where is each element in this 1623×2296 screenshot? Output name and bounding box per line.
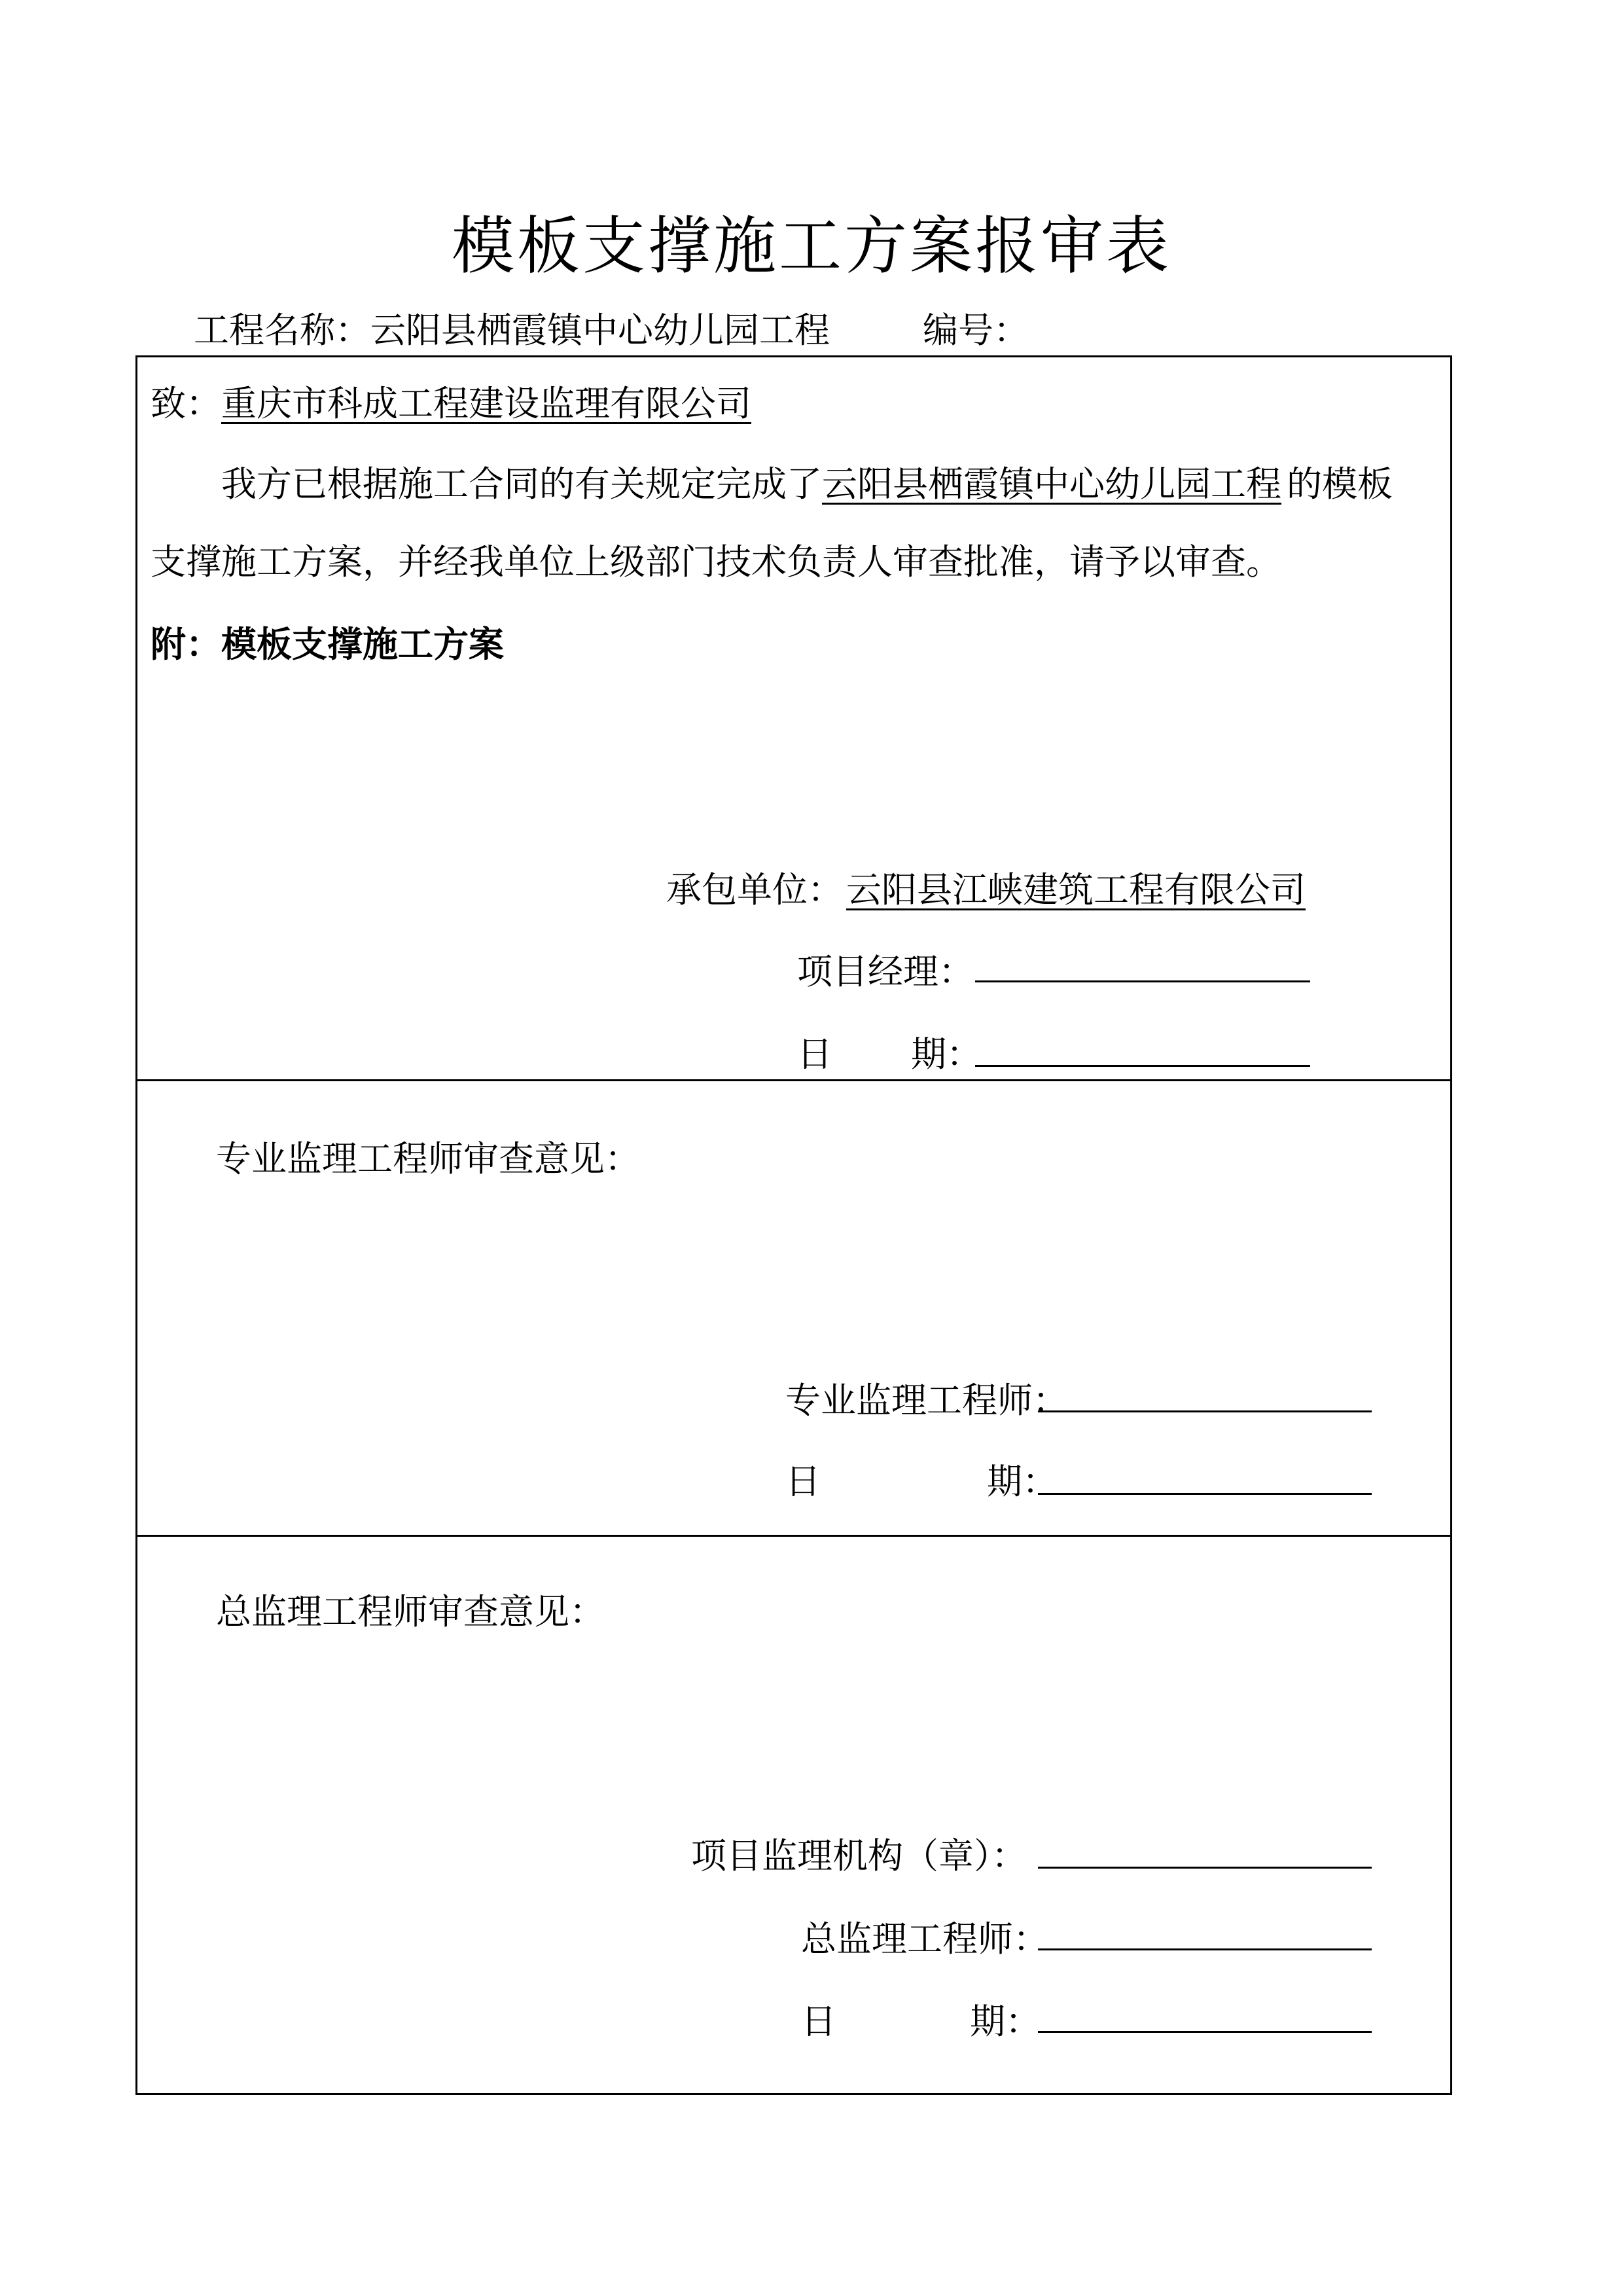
attachment-label: 附： xyxy=(151,623,221,665)
contractor-date-char2: 期： xyxy=(911,1033,982,1075)
body-project-name: 云阳县栖霞镇中心幼儿园工程 xyxy=(822,463,1281,505)
chief-date-char2: 期： xyxy=(970,2001,1041,2042)
supervision-org-seal-line xyxy=(1038,1867,1372,1869)
specialist-opinion-label: 专业监理工程师审查意见： xyxy=(216,1138,640,1179)
chief-engineer-label: 总监理工程师： xyxy=(801,1918,1048,1960)
specialist-date-char1: 日 xyxy=(785,1461,821,1502)
body-text-line2: 支撑施工方案，并经我单位上级部门技术负责人审查批准，请予以审查。 xyxy=(151,541,1281,583)
chief-signature-line xyxy=(1038,1948,1372,1950)
page-title: 模板支撑施工方案报审表 xyxy=(452,209,1171,283)
specialist-date-line xyxy=(1038,1493,1372,1495)
contractor-date-char1: 日 xyxy=(797,1033,832,1075)
number-label: 编号： xyxy=(923,310,1029,351)
body-text-part2: 的模板 xyxy=(1287,463,1393,505)
chief-date-line xyxy=(1038,2031,1372,2033)
to-label: 致： xyxy=(151,383,221,424)
project-name-value: 云阳县栖霞镇中心幼儿园工程 xyxy=(370,310,830,351)
specialist-signature-line xyxy=(1038,1410,1372,1412)
contractor-date-line xyxy=(975,1065,1310,1067)
specialist-engineer-label: 专业监理工程师： xyxy=(785,1380,1068,1421)
attachment-value: 模板支撑施工方案 xyxy=(221,623,504,665)
chief-date-char1: 日 xyxy=(801,2001,836,2042)
section-divider-1 xyxy=(135,1079,1452,1081)
contractor-value: 云阳县江峡建筑工程有限公司 xyxy=(846,869,1306,910)
section-divider-2 xyxy=(135,1535,1452,1537)
project-name-label: 工程名称： xyxy=(194,310,370,351)
body-text-part1: 我方已根据施工合同的有关规定完成了 xyxy=(221,463,822,505)
chief-opinion-label: 总监理工程师审查意见： xyxy=(216,1591,605,1632)
contractor-label: 承包单位： xyxy=(666,869,843,910)
project-manager-signature-line xyxy=(975,980,1310,982)
supervision-org-label: 项目监理机构（章）： xyxy=(691,1835,1027,1876)
specialist-date-char2: 期： xyxy=(987,1461,1058,1502)
to-recipient: 重庆市科成工程建设监理有限公司 xyxy=(221,383,751,424)
project-manager-label: 项目经理： xyxy=(797,951,974,992)
